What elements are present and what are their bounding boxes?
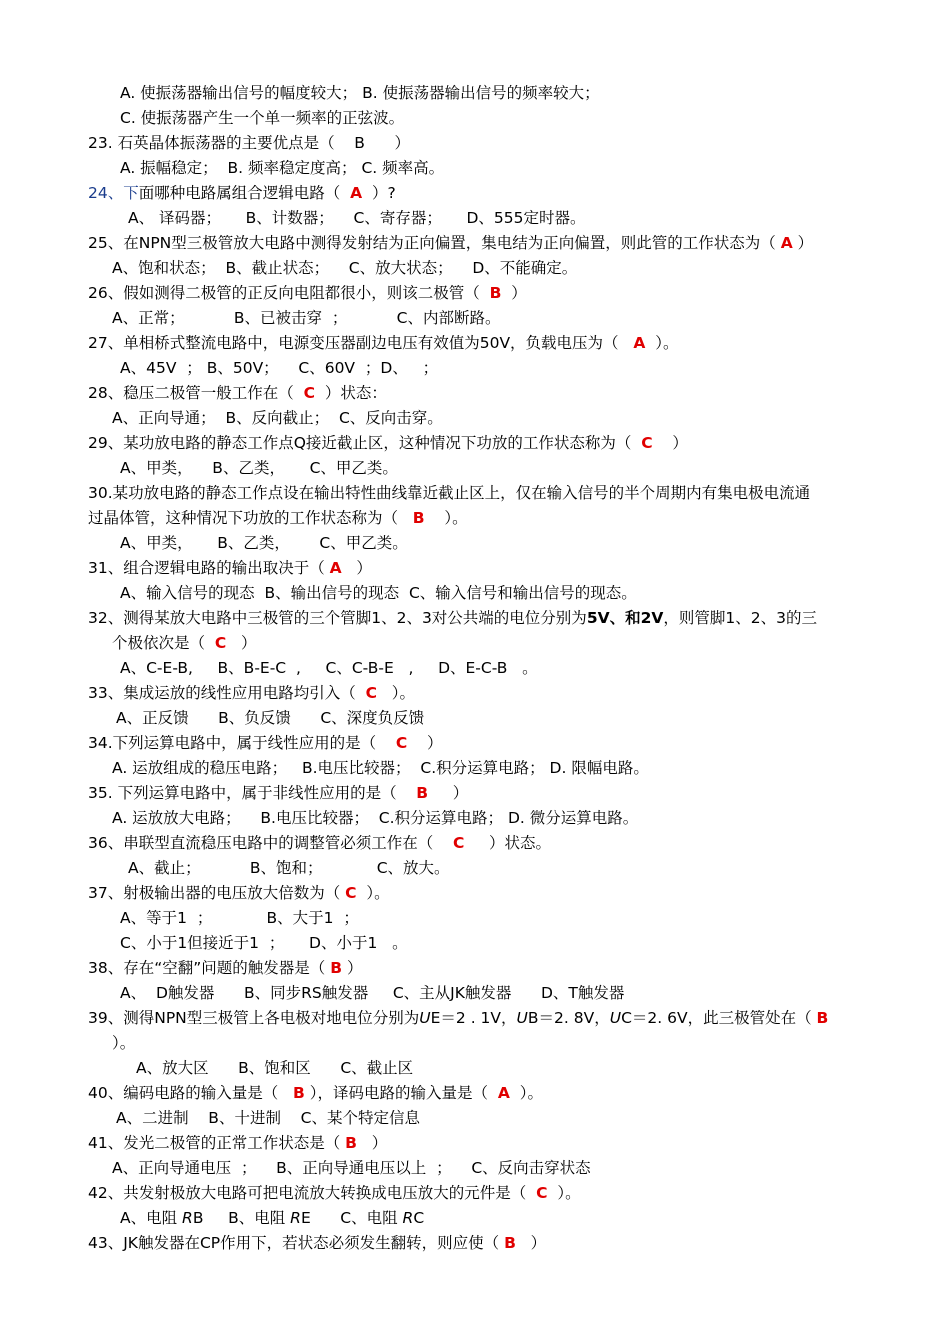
text-line bbox=[88, 733, 442, 753]
line-text: 28、稳压二极管一般工作在（ bbox=[88, 384, 304, 402]
line-text: A. 运放组成的稳压电路； B.电压比较器； C.积分运算电路； D. 限幅电路。 bbox=[112, 759, 649, 777]
line-text: A、输入信号的现态 B、输出信号的现态 C、输入信号和输出信号的现态。 bbox=[120, 584, 637, 602]
line-text: E＝2 . 1V， bbox=[430, 1009, 517, 1027]
line-text: ） bbox=[341, 559, 372, 577]
text-line bbox=[88, 508, 468, 528]
text-line bbox=[112, 258, 577, 278]
answer-letter: B bbox=[412, 509, 425, 527]
line-text: A、等于1 ； B、大于1 ； bbox=[120, 909, 359, 927]
text-line bbox=[88, 183, 396, 203]
line-text: 36、串联型直流稳压电路中的调整管必须工作在（ bbox=[88, 834, 453, 852]
line-text: 34.下列运算电路中，属于线性应用的是（ bbox=[88, 734, 396, 752]
text-line bbox=[120, 358, 438, 378]
answer-letter: C bbox=[395, 734, 408, 752]
line-text: E C、电阻 bbox=[300, 1209, 403, 1227]
text-line bbox=[120, 108, 404, 128]
line-text: ） bbox=[356, 1134, 388, 1152]
line-text: A、 D触发器 B、同步RS触发器 C、主从JK触发器 D、T触发器 bbox=[120, 984, 625, 1002]
variable-symbol: R bbox=[290, 1209, 301, 1227]
text-line bbox=[120, 83, 600, 103]
line-text: 41、发光二极管的正常工作状态是（ bbox=[88, 1134, 346, 1152]
text-line bbox=[88, 233, 813, 253]
answer-letter: B bbox=[293, 1084, 305, 1102]
line-text: ）。 bbox=[112, 1034, 136, 1052]
text-line bbox=[120, 158, 444, 178]
text-line bbox=[88, 483, 810, 503]
answer-letter: A bbox=[780, 234, 793, 252]
line-text: C bbox=[413, 1209, 425, 1227]
answer-letter: B bbox=[816, 1009, 829, 1027]
answer-letter: A bbox=[329, 559, 342, 577]
text-line bbox=[120, 458, 398, 478]
text-line bbox=[88, 283, 527, 303]
text-line bbox=[88, 783, 468, 803]
text-line bbox=[112, 308, 500, 328]
line-text: 42、共发射极放大电路可把电流放大转换成电压放大的元件是（ bbox=[88, 1184, 537, 1202]
text-line bbox=[88, 333, 678, 353]
line-text: 40、编码电路的输入量是（ bbox=[88, 1084, 294, 1102]
line-text: ） bbox=[342, 959, 363, 977]
answer-letter: C bbox=[641, 434, 653, 452]
text-line bbox=[112, 808, 638, 828]
line-text: ） bbox=[652, 434, 688, 452]
answer-letter: C bbox=[452, 834, 465, 852]
text-line bbox=[88, 1133, 387, 1153]
answer-letter: A bbox=[350, 184, 363, 202]
text-line bbox=[120, 933, 408, 953]
line-text: 31、组合逻辑电路的输出取决于（ bbox=[88, 559, 330, 577]
line-text: A、正常； B、已被击穿 ； C、内部断路。 bbox=[112, 309, 501, 327]
answer-letter: B bbox=[354, 134, 365, 152]
line-text: ） bbox=[515, 1234, 547, 1252]
line-text: 35. 下列运算电路中，属于非线性应用的是（ bbox=[88, 784, 417, 802]
text-line bbox=[88, 958, 362, 978]
variable-symbol: U bbox=[516, 1009, 528, 1027]
text-line bbox=[120, 533, 408, 553]
text-line bbox=[120, 908, 359, 928]
line-text: A、 译码器； B、计数器； C、寄存器； D、555定时器。 bbox=[128, 209, 586, 227]
text-line bbox=[136, 1058, 413, 1078]
text-line bbox=[116, 708, 424, 728]
answer-letter: C bbox=[345, 884, 357, 902]
line-text: ）。 bbox=[376, 684, 416, 702]
text-line bbox=[128, 858, 450, 878]
line-text: ）。 bbox=[509, 1084, 543, 1102]
answer-letter: A bbox=[633, 334, 646, 352]
line-text: ），译码电路的输入量是（ bbox=[304, 1084, 498, 1102]
text-line bbox=[88, 1083, 543, 1103]
variable-symbol: U bbox=[609, 1009, 622, 1027]
text-line bbox=[88, 433, 688, 453]
text-line bbox=[88, 133, 410, 153]
line-text: A、电阻 bbox=[120, 1209, 183, 1227]
text-line bbox=[88, 883, 390, 903]
line-text: A、45V ； B、50V； C、60V ；D、 ； bbox=[120, 359, 439, 377]
line-text: 37、射极输出器的电压放大倍数为（ bbox=[88, 884, 346, 902]
line-text: A. 使振荡器输出信号的幅度较大； B. 使振荡器输出信号的频率较大； bbox=[120, 84, 600, 102]
text-line bbox=[112, 1158, 591, 1178]
answer-letter: B bbox=[345, 1134, 357, 1152]
line-text: 27、单相桥式整流电路中，电源变压器副边电压有效值为50V，负载电压为（ bbox=[88, 334, 634, 352]
line-text: ）。 bbox=[356, 884, 390, 902]
text-line bbox=[120, 983, 624, 1003]
line-text: ，则管脚1、2、3的三 bbox=[663, 609, 817, 627]
answer-letter: C bbox=[365, 684, 377, 702]
line-text: A、正反馈 B、负反馈 C、深度负反馈 bbox=[116, 709, 425, 727]
text-line bbox=[112, 758, 649, 778]
answer-letter: B bbox=[416, 784, 429, 802]
line-text: A、二进制 B、十进制 C、某个特定信息 bbox=[116, 1109, 420, 1127]
line-text: 38、存在“空翻”问题的触发器是（ bbox=[88, 959, 331, 977]
text-line bbox=[88, 833, 551, 853]
answer-letter: A bbox=[497, 1084, 510, 1102]
line-text: C. 使振荡器产生一个单一频率的正弦波。 bbox=[120, 109, 405, 127]
answer-letter: B bbox=[330, 959, 343, 977]
text-line bbox=[88, 1233, 546, 1253]
line-text: 32、测得某放大电路中三极管的三个管脚1、2、3对公共端的电位分别为 bbox=[88, 609, 587, 627]
line-text: A、截止； B、饱和； C、放大。 bbox=[128, 859, 450, 877]
line-text: ） bbox=[364, 134, 410, 152]
emphasized-text: 5V、和2V bbox=[586, 609, 664, 627]
line-text: ） bbox=[407, 734, 443, 752]
text-line bbox=[128, 208, 586, 228]
line-text: A、正向导通电压 ； B、正向导通电压以上 ； C、反向击穿状态 bbox=[112, 1159, 591, 1177]
text-line bbox=[116, 1108, 420, 1128]
line-text: ） bbox=[428, 784, 469, 802]
text-line bbox=[88, 558, 372, 578]
question-number: 24、下 bbox=[88, 184, 139, 202]
line-text: ） bbox=[226, 634, 257, 652]
line-text: A、C-E-B, B、B-E-C , C、C-B-E , D、E-C-B 。 bbox=[120, 659, 538, 677]
answer-letter: B bbox=[504, 1234, 516, 1252]
line-text: 个极依次是（ bbox=[112, 634, 215, 652]
answer-letter: C bbox=[303, 384, 315, 402]
line-text: ）。 bbox=[645, 334, 679, 352]
text-line bbox=[112, 633, 257, 653]
answer-letter: C bbox=[536, 1184, 548, 1202]
line-text: B B、电阻 bbox=[192, 1209, 291, 1227]
line-text: 39、测得NPN型三极管上各电极对地电位分别为 bbox=[88, 1009, 420, 1027]
line-text: A. 振幅稳定； B. 频率稳定度高； C. 频率高。 bbox=[120, 159, 445, 177]
text-line bbox=[88, 383, 387, 403]
line-text: ）。 bbox=[424, 509, 468, 527]
line-text: 过晶体管，这种情况下功放的工作状态称为（ bbox=[88, 509, 413, 527]
text-line bbox=[88, 608, 817, 628]
answer-letter: B bbox=[489, 284, 502, 302]
line-text: A、甲类， B、乙类， C、甲乙类。 bbox=[120, 459, 398, 477]
text-line bbox=[88, 683, 415, 703]
line-text: ）? bbox=[362, 184, 396, 202]
variable-symbol: U bbox=[419, 1009, 431, 1027]
text-line bbox=[120, 658, 538, 678]
text-line bbox=[120, 1208, 424, 1228]
line-text: C＝2. 6V，此三极管处在（ bbox=[621, 1009, 817, 1027]
line-text: B＝2. 8V， bbox=[527, 1009, 610, 1027]
text-line bbox=[112, 1033, 135, 1053]
line-text: A. 运放放大电路； B.电压比较器； C.积分运算电路； D. 微分运算电路。 bbox=[112, 809, 639, 827]
variable-symbol: R bbox=[182, 1209, 193, 1227]
line-text: ） bbox=[501, 284, 527, 302]
line-text: ）状态。 bbox=[464, 834, 551, 852]
line-text: A、正向导通； B、反向截止； C、反向击穿。 bbox=[112, 409, 443, 427]
line-text: ）。 bbox=[547, 1184, 581, 1202]
line-text: A、放大区 B、饱和区 C、截止区 bbox=[136, 1059, 414, 1077]
text-line bbox=[88, 1183, 581, 1203]
text-line bbox=[120, 583, 637, 603]
line-text: C、小于1但接近于1 ； D、小于1 。 bbox=[120, 934, 408, 952]
line-text: A、甲类， B、乙类， C、甲乙类。 bbox=[120, 534, 408, 552]
line-text: ） bbox=[792, 234, 814, 252]
text-line bbox=[112, 408, 443, 428]
line-text: 43、JK触发器在CP作用下，若状态必须发生翻转，则应使（ bbox=[88, 1234, 505, 1252]
line-text: 33、集成运放的线性应用电路均引入（ bbox=[88, 684, 366, 702]
line-text: 26、假如测得二极管的正反向电阻都很小，则该二极管（ bbox=[88, 284, 490, 302]
text-line bbox=[88, 1008, 828, 1028]
line-text: A、饱和状态； B、截止状态； C、放大状态； D、不能确定。 bbox=[112, 259, 578, 277]
line-text: ）状态： bbox=[314, 384, 387, 402]
variable-symbol: R bbox=[402, 1209, 414, 1227]
line-text: 25、在NPN型三极管放大电路中测得发射结为正向偏置，集电结为正向偏置，则此管的工作状态为（ bbox=[88, 234, 781, 252]
line-text: 23. 石英晶体振荡器的主要优点是（ bbox=[88, 134, 355, 152]
line-text: 30.某功放电路的静态工作点设在输出特性曲线靠近截止区上，仅在输入信号的半个周期内有集电极电流通 bbox=[88, 484, 811, 502]
line-text: 面哪种电路属组合逻辑电路（ bbox=[138, 184, 351, 202]
line-text: 29、某功放电路的静态工作点Q接近截止区，这种情况下功放的工作状态称为（ bbox=[88, 434, 642, 452]
answer-letter: C bbox=[214, 634, 227, 652]
